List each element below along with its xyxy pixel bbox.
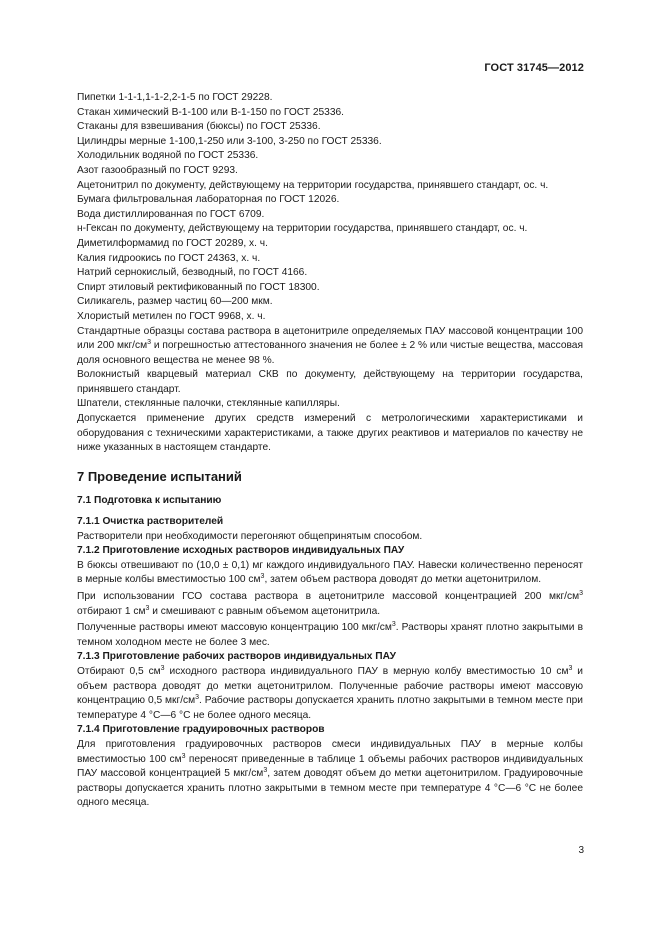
superscript: 3 xyxy=(160,664,165,672)
text-fragment: , затем доводят объем до метки ацетонитрилом. Градуировочные растворы допускается хранить плотно закрытыми в темном месте при температуре 4 °С—6 °С не более одного месяца. xyxy=(77,768,584,809)
list-item: Ацетонитрил по документу, действующему на территории государства, принявшего стандарт, ос. ч. xyxy=(77,179,549,191)
text-fragment: . Растворы хранят плотно закрытыми в темном холодном месте не более 3 мес. xyxy=(77,622,583,648)
list-item: Спирт этиловый ректификованный по ГОСТ 18300. xyxy=(77,281,320,293)
text-fragment: переносят приведенные в таблице 1 объемы рабочих растворов индивидуальных ПАУ массовой концентрацией 5 мкг/см xyxy=(77,753,583,780)
superscript: 3 xyxy=(391,621,396,629)
section-7-title: 7 Проведение испытаний xyxy=(77,468,242,484)
section-7-1-3-text xyxy=(77,665,583,723)
list-item: Калия гидроокись по ГОСТ 24363, х. ч. xyxy=(77,252,261,264)
text-fragment: и объем раствора доводят до метки ацетонитрилом. Полученные рабочие растворы имеют массовую концентрацию 0,5 мкг/см xyxy=(77,665,583,707)
text-fragment: и погрешностью аттестованного значения не более ± 2 % или чистые вещества, массовая доля основного вещества не менее 98 %. xyxy=(77,340,583,366)
text-fragment: Для приготовления градуировочных растворов смеси индивидуальных ПАУ в мерные колбы вместимостью 100 см xyxy=(77,738,583,765)
list-item: Диметилформамид по ГОСТ 20289, х. ч. xyxy=(77,237,268,249)
section-7-1-1-text: Растворители при необходимости перегоняют общепринятым способом. xyxy=(77,530,423,542)
list-item: Цилиндры мерные 1-100,1-250 или 3-100, 3-250 по ГОСТ 25336. xyxy=(77,135,382,147)
superscript: 3 xyxy=(579,590,583,597)
superscript: 3 xyxy=(263,767,268,775)
standard-number: ГОСТ 31745—2012 xyxy=(484,62,584,74)
equipment-list xyxy=(77,91,583,325)
text-fragment: , затем объем раствора доводят до метки ацетонитрилом. xyxy=(264,574,542,586)
text-fragment: Отбирают 0,5 см xyxy=(77,665,161,677)
list-item: Пипетки 1-1-1,1-1-2,2-1-5 по ГОСТ 29228. xyxy=(77,92,273,103)
text-fragment: . Рабочие растворы допускается хранить плотно закрытыми в темном месте при температуре 4 °С—6 °С не более одного месяца. xyxy=(77,695,583,721)
section-7-1-2-para-3 xyxy=(77,621,583,650)
section-7-1-2-para-2 xyxy=(77,590,583,619)
list-item: Силикагель, размер частиц 60—200 мкм. xyxy=(77,296,273,308)
section-7-1-title: 7.1 Подготовка к испытанию xyxy=(77,495,222,507)
fiber-material-paragraph: Волокнистый кварцевый материал СКВ по документу, действующему на территории государства, принявшего стандарт. xyxy=(77,369,583,395)
section-7-1-4-text xyxy=(77,738,583,811)
superscript: 3 xyxy=(568,664,573,672)
list-item: Натрий сернокислый, безводный, по ГОСТ 4166. xyxy=(77,267,308,279)
section-7-1-3-title: 7.1.3 Приготовление рабочих растворов индивидуальных ПАУ xyxy=(77,651,396,663)
superscript: 3 xyxy=(260,573,265,581)
section-7-1-4-title: 7.1.4 Приготовление градуировочных растворов xyxy=(77,724,325,736)
superscript: 3 xyxy=(181,752,186,760)
list-item: Хлористый метилен по ГОСТ 9968, х. ч. xyxy=(77,310,266,322)
list-item: Вода дистиллированная по ГОСТ 6709. xyxy=(77,208,265,220)
page-number: 3 xyxy=(578,845,584,856)
spatulas-paragraph: Шпатели, стеклянные палочки, стеклянные капилляры. xyxy=(77,398,340,410)
list-item: н-Гексан по документу, действующему на территории государства, принявшего стандарт, ос. ч. xyxy=(77,223,528,235)
list-item: Стакан химический В-1-100 или В-1-150 по ГОСТ 25336. xyxy=(77,106,345,118)
list-item: Бумага фильтровальная лабораторная по ГОСТ 12026. xyxy=(77,194,340,206)
allowed-substitutes-paragraph: Допускается применение других средств измерений с метрологическими характеристиками и оборудования с техническими характеристиками, а также других реактивов и материалов по качеству не ниже указанных в настоящем стандарте. xyxy=(77,413,583,454)
text-fragment: отбирают 1 см xyxy=(77,605,146,617)
standard-samples-paragraph xyxy=(77,325,583,369)
text-fragment: и смешивают с равным объемом ацетонитрила. xyxy=(149,605,381,617)
text-fragment: Полученные растворы имеют массовую концентрацию 100 мкг/см xyxy=(77,622,392,634)
text-fragment: Стандартные образцы состава раствора в ацетонитриле определяемых ПАУ массовой концентрации 100 или 200 мкг/см xyxy=(77,325,583,352)
text-fragment: исходного раствора индивидуального ПАУ в мерную колбу вместимостью 10 см xyxy=(164,665,569,677)
text-fragment: При использовании ГСО состава раствора в ацетонитриле массовой концентрацией 200 мкг/см xyxy=(77,591,580,602)
list-item: Стаканы для взвешивания (бюксы) по ГОСТ 25336. xyxy=(77,121,321,133)
text-fragment: В бюксы отвешивают по (10,0 ± 0,1) мг каждого индивидуального ПАУ. Навески количественно переносят в мерные колбы вместимостью 100 см xyxy=(77,559,583,586)
section-7-1-1-title: 7.1.1 Очистка растворителей xyxy=(77,516,224,528)
page-content xyxy=(77,91,583,811)
superscript: 3 xyxy=(195,694,200,702)
section-7-1-2-para-1 xyxy=(77,559,583,588)
section-7-1-2-title: 7.1.2 Приготовление исходных растворов индивидуальных ПАУ xyxy=(77,545,405,557)
list-item: Азот газообразный по ГОСТ 9293. xyxy=(77,164,238,176)
superscript: 3 xyxy=(147,339,152,347)
superscript: 3 xyxy=(145,604,150,612)
list-item: Холодильник водяной по ГОСТ 25336. xyxy=(77,150,259,162)
